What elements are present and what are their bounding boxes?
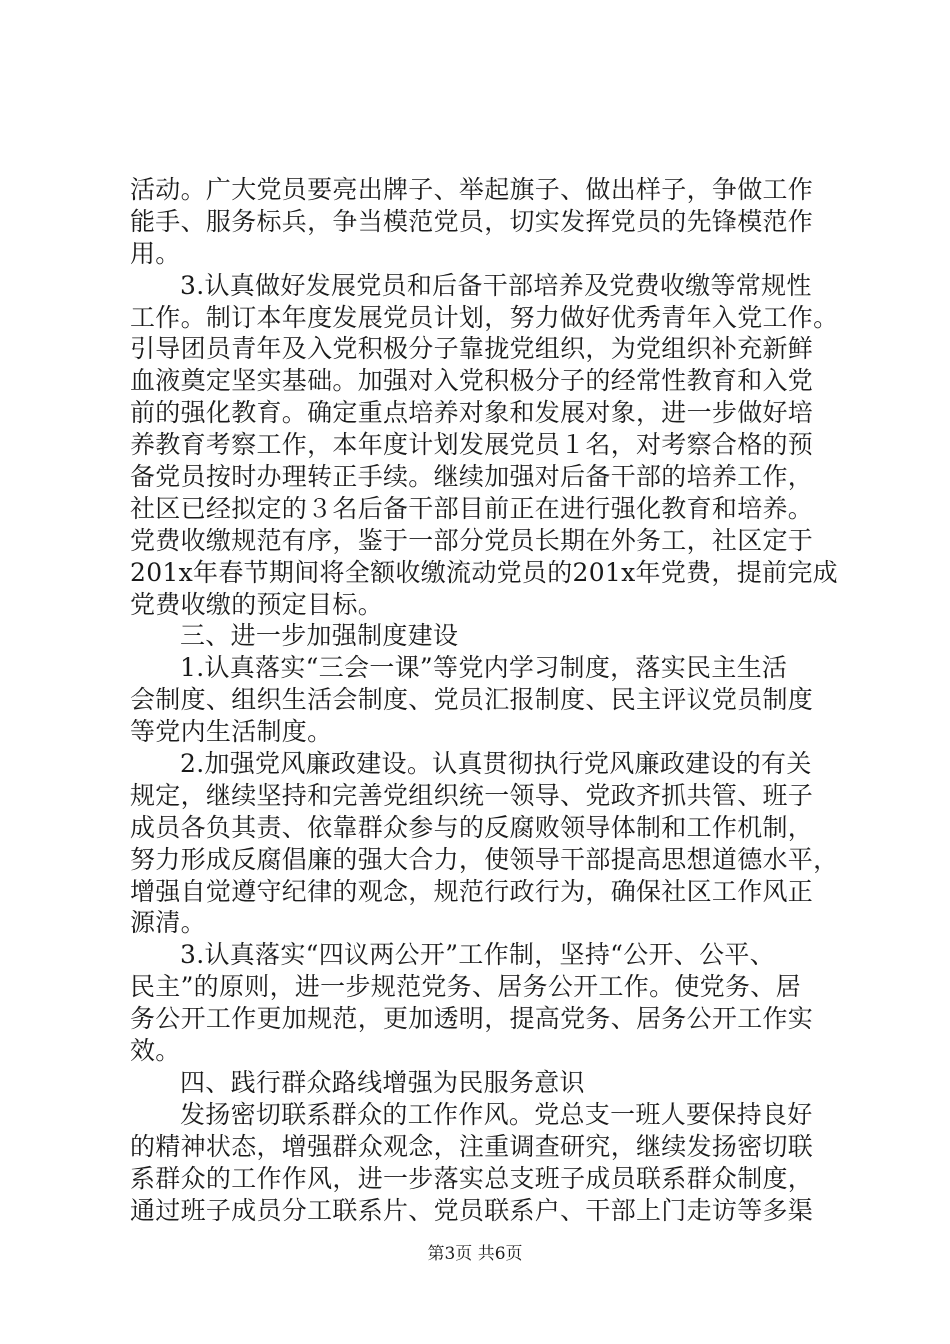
- text-line: 会制度、组织生活会制度、党员汇报制度、民主评议党员制度: [130, 685, 814, 715]
- text-line: 通过班子成员分工联系片、党员联系户、干部上门走访等多渠: [130, 1195, 814, 1225]
- text-line: 效。: [130, 1036, 181, 1066]
- text-line: 规定，继续坚持和完善党组织统一领导、党政齐抓共管、班子: [130, 780, 814, 810]
- text-line: 四、践行群众路线增强为民服务意识: [180, 1067, 585, 1097]
- text-line: 等党内生活制度。: [130, 717, 333, 747]
- text-line: 备党员按时办理转正手续。继续加强对后备干部的培养工作，: [130, 462, 814, 492]
- text-line: 源清。: [130, 908, 206, 938]
- text-line: 的精神状态，增强群众观念，注重调查研究，继续发扬密切联: [130, 1131, 814, 1161]
- text-line: 用。: [130, 238, 181, 268]
- text-line: 养教育考察工作，本年度计划发展党员１名，对考察合格的预: [130, 430, 814, 460]
- text-line: 系群众的工作作风，进一步落实总支班子成员联系群众制度，: [130, 1163, 814, 1193]
- text-line: 1.认真落实“三会一课”等党内学习制度，落实民主生活: [180, 653, 788, 683]
- text-line: 活动。广大党员要亮出牌子、举起旗子、做出样子，争做工作: [130, 175, 814, 204]
- text-line: 引导团员青年及入党积极分子靠拢党组织，为党组织补充新鲜: [130, 334, 814, 364]
- text-line: 血液奠定坚实基础。加强对入党积极分子的经常性教育和入党: [130, 366, 814, 396]
- text-line: 工作。制订本年度发展党员计划，努力做好优秀青年入党工作。: [130, 302, 839, 332]
- text-line: 社区已经拟定的３名后备干部目前正在进行强化教育和培养。: [130, 493, 814, 523]
- text-line: 成员各负其责、依靠群众参与的反腐败领导体制和工作机制，: [130, 812, 814, 842]
- text-line: 3.认真落实“四议两公开”工作制，坚持“公开、公平、: [180, 940, 775, 970]
- text-line: 2.加强党风廉政建设。认真贯彻执行党风廉政建设的有关: [180, 749, 812, 779]
- text-line: 前的强化教育。确定重点培养对象和发展对象，进一步做好培: [130, 398, 814, 428]
- text-line: 民主”的原则，进一步规范党务、居务公开工作。使党务、居: [130, 972, 801, 1002]
- text-line: 增强自觉遵守纪律的观念，规范行政行为，确保社区工作风正: [130, 876, 814, 906]
- text-line: 党费收缴规范有序，鉴于一部分党员长期在外务工，社区定于: [130, 525, 814, 555]
- text-line: 201x年春节期间将全额收缴流动党员的201x年党费，提前完成: [130, 557, 838, 587]
- text-line: 党费收缴的预定目标。: [130, 589, 384, 619]
- text-line: 3.认真做好发展党员和后备干部培养及党费收缴等常规性: [180, 270, 812, 300]
- document-body: [130, 174, 839, 1226]
- text-line: 发扬密切联系群众的工作作风。党总支一班人要保持良好: [180, 1099, 813, 1129]
- text-line: 务公开工作更加规范，更加透明，提高党务、居务公开工作实: [130, 1004, 814, 1034]
- text-line: 三、进一步加强制度建设: [180, 621, 459, 651]
- page-footer: 第3页 共6页: [427, 1244, 523, 1264]
- text-line: 能手、服务标兵，争当模范党员，切实发挥党员的先锋模范作: [130, 206, 814, 236]
- text-line: 努力形成反腐倡廉的强大合力，使领导干部提高思想道德水平，: [130, 844, 839, 874]
